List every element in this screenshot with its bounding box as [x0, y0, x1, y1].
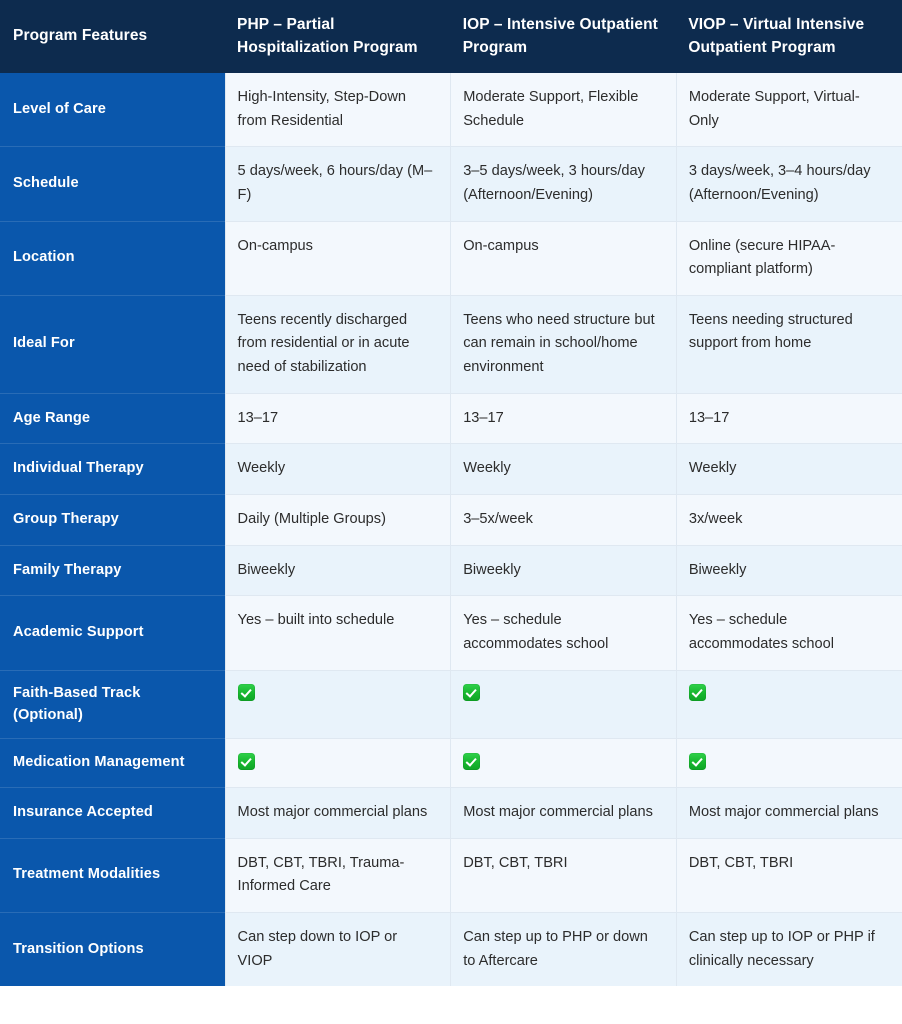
cell-php — [225, 739, 451, 788]
feature-label: Faith-Based Track (Optional) — [0, 670, 225, 739]
cell-iop: Moderate Support, Flexible Schedule — [451, 73, 677, 147]
cell-iop: Yes – schedule accommodates school — [451, 596, 677, 670]
feature-label: Schedule — [0, 147, 225, 221]
check-mark-icon — [463, 753, 480, 770]
cell-iop — [451, 670, 677, 739]
cell-iop: Teens who need structure but can remain in school/home environment — [451, 295, 677, 393]
cell-viop: 3x/week — [676, 495, 902, 546]
feature-label: Location — [0, 221, 225, 295]
cell-iop: DBT, CBT, TBRI — [451, 838, 677, 912]
cell-php: Teens recently discharged from residential or in acute need of stabilization — [225, 295, 451, 393]
feature-label: Ideal For — [0, 295, 225, 393]
cell-iop: Most major commercial plans — [451, 788, 677, 839]
cell-viop: Most major commercial plans — [676, 788, 902, 839]
cell-php: Yes – built into schedule — [225, 596, 451, 670]
table-row — [0, 596, 902, 670]
cell-php: Biweekly — [225, 545, 451, 596]
cell-viop: Moderate Support, Virtual-Only — [676, 73, 902, 147]
cell-viop: Biweekly — [676, 545, 902, 596]
check-mark-icon — [689, 684, 706, 701]
feature-label: Treatment Modalities — [0, 838, 225, 912]
cell-viop: Weekly — [676, 444, 902, 495]
cell-iop: Weekly — [451, 444, 677, 495]
feature-label: Group Therapy — [0, 495, 225, 546]
cell-iop: Biweekly — [451, 545, 677, 596]
table-row — [0, 295, 902, 393]
column-header-program-features: Program Features — [13, 27, 148, 45]
table-row — [0, 495, 902, 546]
cell-iop: 13–17 — [451, 393, 677, 444]
cell-php: High-Intensity, Step-Down from Residential — [225, 73, 451, 147]
cell-iop: 3–5 days/week, 3 hours/day (Afternoon/Evening) — [451, 147, 677, 221]
feature-label: Family Therapy — [0, 545, 225, 596]
check-mark-icon — [238, 684, 255, 701]
cell-viop: Online (secure HIPAA-compliant platform) — [676, 221, 902, 295]
cell-iop: On-campus — [451, 221, 677, 295]
table-row — [0, 221, 902, 295]
cell-php: Weekly — [225, 444, 451, 495]
cell-viop: DBT, CBT, TBRI — [676, 838, 902, 912]
cell-php: Most major commercial plans — [225, 788, 451, 839]
cell-iop: 3–5x/week — [451, 495, 677, 546]
table-row — [0, 788, 902, 839]
table-row — [0, 393, 902, 444]
column-header-php: PHP – Partial Hospitalization Program — [237, 15, 418, 56]
cell-viop: Yes – schedule accommodates school — [676, 596, 902, 670]
feature-label: Transition Options — [0, 912, 225, 986]
cell-viop — [676, 739, 902, 788]
cell-php: DBT, CBT, TBRI, Trauma-Informed Care — [225, 838, 451, 912]
cell-viop: 3 days/week, 3–4 hours/day (Afternoon/Evening) — [676, 147, 902, 221]
feature-label: Age Range — [0, 393, 225, 444]
check-mark-icon — [463, 684, 480, 701]
table-row — [0, 838, 902, 912]
feature-label: Individual Therapy — [0, 444, 225, 495]
check-mark-icon — [238, 753, 255, 770]
table-row — [0, 147, 902, 221]
cell-php: On-campus — [225, 221, 451, 295]
table-row — [0, 73, 902, 147]
table-row — [0, 670, 902, 739]
cell-php: Daily (Multiple Groups) — [225, 495, 451, 546]
feature-label: Medication Management — [0, 739, 225, 788]
feature-label: Insurance Accepted — [0, 788, 225, 839]
cell-php: 5 days/week, 6 hours/day (M–F) — [225, 147, 451, 221]
table-row — [0, 912, 902, 986]
cell-iop: Can step up to PHP or down to Aftercare — [451, 912, 677, 986]
feature-label: Level of Care — [0, 73, 225, 147]
table-body — [0, 73, 902, 986]
cell-php — [225, 670, 451, 739]
column-header-iop: IOP – Intensive Outpatient Program — [462, 15, 658, 56]
cell-viop: 13–17 — [676, 393, 902, 444]
check-mark-icon — [689, 753, 706, 770]
table-row — [0, 545, 902, 596]
cell-viop: Can step up to IOP or PHP if clinically necessary — [676, 912, 902, 986]
cell-php: 13–17 — [225, 393, 451, 444]
header-row — [0, 0, 902, 73]
feature-label: Academic Support — [0, 596, 225, 670]
cell-php: Can step down to IOP or VIOP — [225, 912, 451, 986]
table-header — [0, 0, 902, 73]
cell-viop — [676, 670, 902, 739]
column-header-viop: VIOP – Virtual Intensive Outpatient Program — [688, 15, 865, 56]
cell-viop: Teens needing structured support from home — [676, 295, 902, 393]
table-row — [0, 739, 902, 788]
table-row — [0, 444, 902, 495]
cell-iop — [451, 739, 677, 788]
